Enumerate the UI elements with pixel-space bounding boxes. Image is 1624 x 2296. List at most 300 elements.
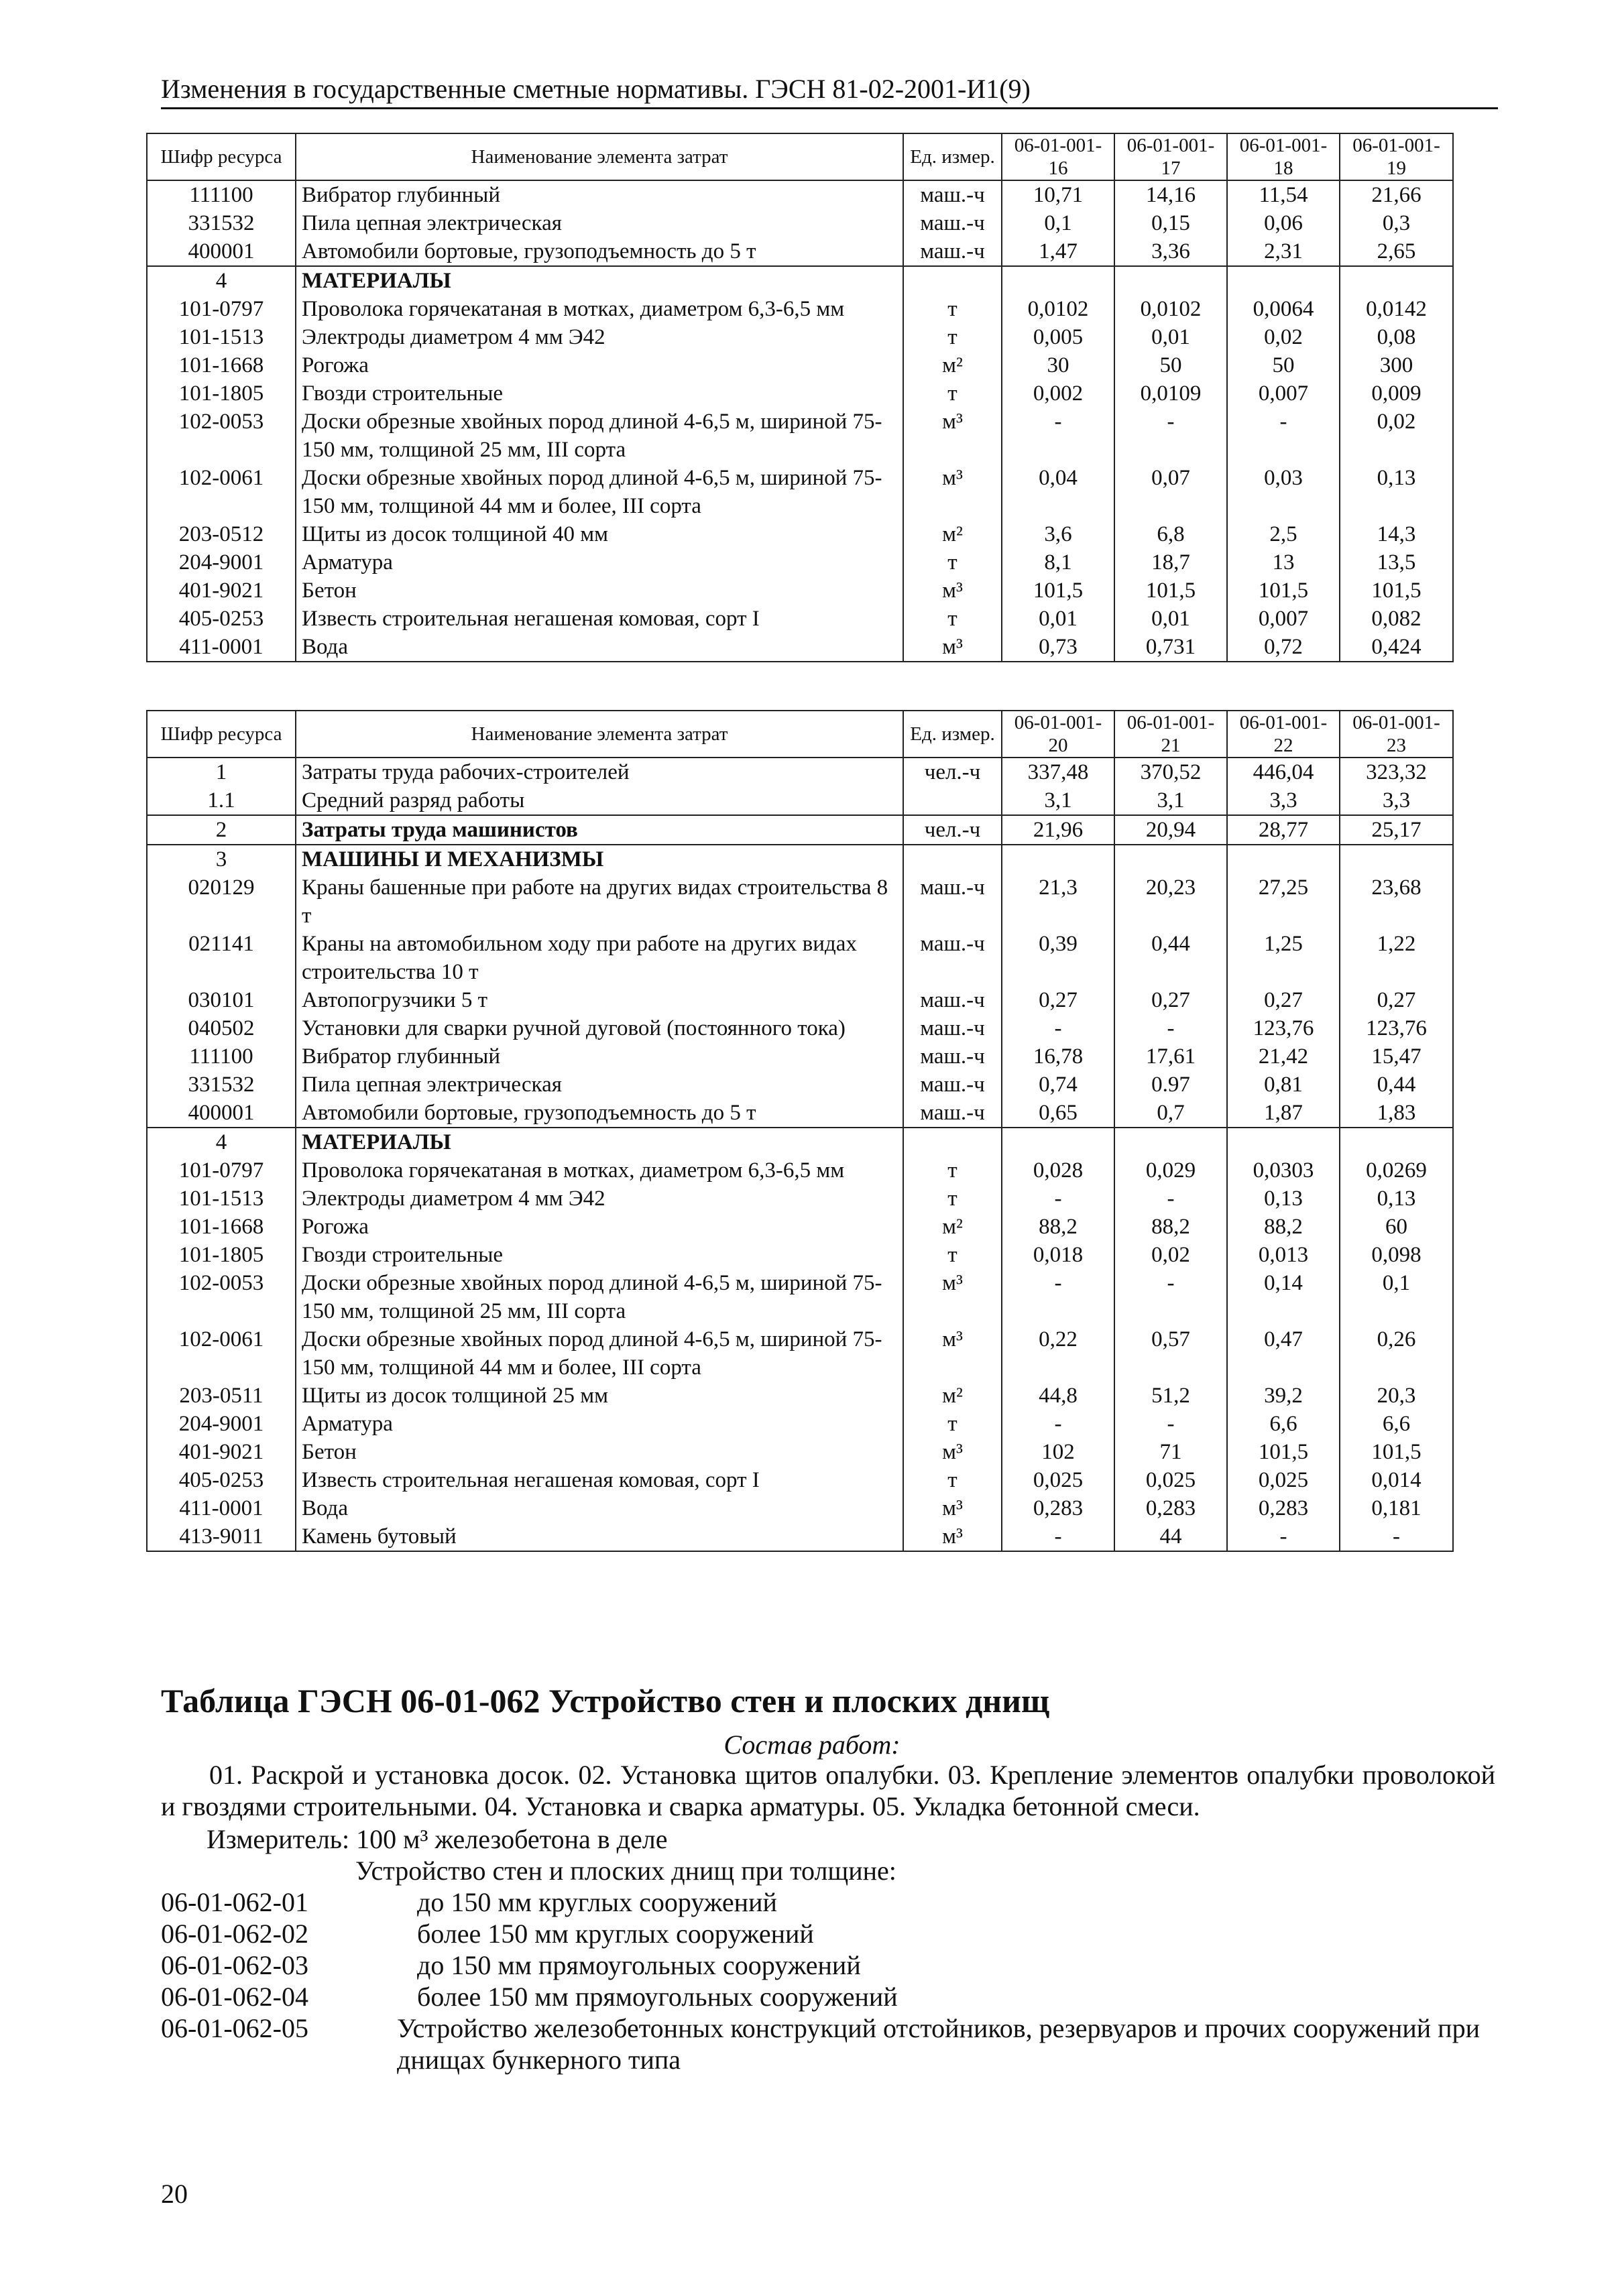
cost-element-name: Пила цепная электрическая	[296, 1071, 903, 1099]
table-row	[147, 577, 1453, 605]
value-cell: 0,025	[1227, 1466, 1340, 1494]
cost-element-name: Известь строительная негашеная комовая, сорт I	[296, 1466, 903, 1494]
table-row	[147, 1269, 1453, 1325]
unit-cell: т	[903, 323, 1002, 351]
resource-code: 101-1513	[147, 323, 296, 351]
resource-code: 021141	[147, 930, 296, 986]
value-cell	[1114, 1128, 1227, 1156]
value-cell	[1114, 845, 1227, 873]
work-composition-heading: Состав работ:	[723, 1730, 901, 1760]
list-item	[161, 2012, 1502, 2075]
value-cell: 0,014	[1340, 1466, 1453, 1494]
unit-cell	[903, 1128, 1002, 1156]
value-cell	[1002, 845, 1114, 873]
measure-unit: Измеритель: 100 м³ железобетона в деле	[207, 1824, 668, 1854]
cost-element-name: Доски обрезные хвойных пород длиной 4-6,5 м, шириной 75-150 мм, толщиной 44 мм и более, III сорта	[296, 1325, 903, 1382]
unit-cell: т	[903, 548, 1002, 577]
value-cell: 0,27	[1227, 986, 1340, 1014]
resource-code: 413-9011	[147, 1522, 296, 1551]
table-row	[147, 1213, 1453, 1241]
resource-code: 405-0253	[147, 605, 296, 633]
table-row	[147, 351, 1453, 379]
value-cell: 0,22	[1002, 1325, 1114, 1382]
cost-element-name: Доски обрезные хвойных пород длиной 4-6,5 м, шириной 75-150 мм, толщиной 44 мм и более, III сорта	[296, 464, 903, 520]
work-composition-text: 01. Раскрой и установка досок. 02. Установка щитов опалубки. 03. Крепление элементов опалубки проволокой и гвоздями строительными. 04. Установка и сварка арматуры. 05. Укладка бетонной смеси.	[161, 1760, 1495, 1821]
cost-element-name: Гвозди строительные	[296, 379, 903, 408]
table-row	[147, 1156, 1453, 1185]
value-cell: 18,7	[1114, 548, 1227, 577]
value-cell: 10,71	[1002, 180, 1114, 209]
value-cell: 0,029	[1114, 1156, 1227, 1185]
value-cell: 323,32	[1340, 758, 1453, 786]
table-row	[147, 1042, 1453, 1071]
value-cell: 0,007	[1227, 379, 1340, 408]
section-title: Таблица ГЭСН 06-01-062 Устройство стен и плоских днищ	[161, 1682, 1050, 1719]
resource-code: 411-0001	[147, 633, 296, 662]
cost-element-name: Доски обрезные хвойных пород длиной 4-6,5 м, шириной 75-150 мм, толщиной 25 мм, III сорта	[296, 1269, 903, 1325]
unit-cell: м³	[903, 464, 1002, 520]
cost-element-name: МАТЕРИАЛЫ	[296, 1128, 903, 1156]
unit-cell: маш.-ч	[903, 1071, 1002, 1099]
unit-cell: м³	[903, 1438, 1002, 1466]
value-cell: 0,02	[1114, 1241, 1227, 1269]
value-cell: 88,2	[1114, 1213, 1227, 1241]
unit-cell: маш.-ч	[903, 930, 1002, 986]
resource-code: 203-0511	[147, 1382, 296, 1410]
cost-element-name: Затраты труда машинистов	[296, 815, 903, 845]
value-cell: 20,23	[1114, 873, 1227, 930]
value-cell: 0,08	[1340, 323, 1453, 351]
resource-code: 2	[147, 815, 296, 845]
resource-code: 101-1805	[147, 379, 296, 408]
unit-cell: м³	[903, 408, 1002, 464]
value-cell	[1227, 845, 1340, 873]
value-cell: -	[1114, 1269, 1227, 1325]
value-cell: 0,14	[1227, 1269, 1340, 1325]
cost-element-name: МАТЕРИАЛЫ	[296, 266, 903, 295]
unit-cell: т	[903, 1185, 1002, 1213]
resource-code: 111100	[147, 180, 296, 209]
value-cell: 0,06	[1227, 209, 1340, 237]
value-cell: 88,2	[1227, 1213, 1340, 1241]
cost-element-name: Проволока горячекатаная в мотках, диаметром 6,3-6,5 мм	[296, 1156, 903, 1185]
table-row	[147, 1466, 1453, 1494]
value-cell: -	[1002, 1269, 1114, 1325]
value-cell: 370,52	[1114, 758, 1227, 786]
value-cell: 0,002	[1002, 379, 1114, 408]
resource-code: 204-9001	[147, 548, 296, 577]
resource-code: 400001	[147, 237, 296, 266]
value-cell: 0,028	[1002, 1156, 1114, 1185]
col-header-norm: 06-01-001-22	[1227, 711, 1340, 758]
table-row	[147, 930, 1453, 986]
value-cell: 11,54	[1227, 180, 1340, 209]
value-cell: 0,283	[1227, 1494, 1340, 1522]
value-cell: 0,03	[1227, 464, 1340, 520]
section-row	[147, 266, 1453, 295]
col-header-code: Шифр ресурса	[147, 133, 296, 180]
cost-element-name: Вода	[296, 1494, 903, 1522]
value-cell	[1002, 1128, 1114, 1156]
value-cell: 0.97	[1114, 1071, 1227, 1099]
table-row	[147, 548, 1453, 577]
value-cell: 0,26	[1340, 1325, 1453, 1382]
value-cell: 0,13	[1340, 464, 1453, 520]
value-cell: 337,48	[1002, 758, 1114, 786]
value-cell: 28,77	[1227, 815, 1340, 845]
value-cell: 25,17	[1340, 815, 1453, 845]
table-body	[147, 758, 1453, 1551]
value-cell: 6,8	[1114, 520, 1227, 548]
value-cell: 0,0142	[1340, 295, 1453, 323]
value-cell: 0,04	[1002, 464, 1114, 520]
value-cell: 13	[1227, 548, 1340, 577]
value-cell: 0,74	[1002, 1071, 1114, 1099]
value-cell: -	[1227, 408, 1340, 464]
table-row	[147, 1410, 1453, 1438]
resource-code: 400001	[147, 1099, 296, 1128]
value-cell: 0,01	[1114, 323, 1227, 351]
value-cell: 2,5	[1227, 520, 1340, 548]
unit-cell: чел.-ч	[903, 815, 1002, 845]
value-cell: 3,6	[1002, 520, 1114, 548]
value-cell: -	[1114, 408, 1227, 464]
value-cell: 101,5	[1002, 577, 1114, 605]
unit-cell: маш.-ч	[903, 209, 1002, 237]
value-cell: 1,25	[1227, 930, 1340, 986]
value-cell: 0,0109	[1114, 379, 1227, 408]
unit-cell: м³	[903, 1522, 1002, 1551]
cost-element-name: Автопогрузчики 5 т	[296, 986, 903, 1014]
cost-element-name: Электроды диаметром 4 мм Э42	[296, 1185, 903, 1213]
unit-cell	[903, 266, 1002, 295]
table-row	[147, 237, 1453, 266]
value-cell: 13,5	[1340, 548, 1453, 577]
value-cell: 0,13	[1227, 1185, 1340, 1213]
resource-code: 040502	[147, 1014, 296, 1042]
value-cell: 14,16	[1114, 180, 1227, 209]
resource-code: 111100	[147, 1042, 296, 1071]
resource-code: 4	[147, 266, 296, 295]
col-header-norm: 06-01-001-20	[1002, 711, 1114, 758]
value-cell: -	[1114, 1185, 1227, 1213]
value-cell: 50	[1114, 351, 1227, 379]
unit-cell	[903, 786, 1002, 815]
value-cell: 0,65	[1002, 1099, 1114, 1128]
unit-cell: маш.-ч	[903, 237, 1002, 266]
value-cell: 17,61	[1114, 1042, 1227, 1071]
table-row	[147, 986, 1453, 1014]
value-cell: 0,02	[1340, 408, 1453, 464]
cost-element-name: Проволока горячекатаная в мотках, диаметром 6,3-6,5 мм	[296, 295, 903, 323]
cost-element-name: Вода	[296, 633, 903, 662]
value-cell: 0,57	[1114, 1325, 1227, 1382]
table-row	[147, 180, 1453, 209]
item-desc: до 150 мм прямоугольных сооружений	[417, 1950, 861, 1980]
unit-cell	[903, 845, 1002, 873]
unit-cell: маш.-ч	[903, 180, 1002, 209]
value-cell	[1340, 1128, 1453, 1156]
table-row	[147, 605, 1453, 633]
table-body	[147, 180, 1453, 662]
resource-code: 1.1	[147, 786, 296, 815]
table-row	[147, 1494, 1453, 1522]
value-cell	[1114, 266, 1227, 295]
value-cell: 0,3	[1340, 209, 1453, 237]
table-row	[147, 1325, 1453, 1382]
item-code: 06-01-062-01	[161, 1887, 308, 1917]
resource-code: 102-0061	[147, 1325, 296, 1382]
value-cell: 20,94	[1114, 815, 1227, 845]
list-item	[161, 1949, 1502, 1981]
value-cell: 0,283	[1114, 1494, 1227, 1522]
norms-table-2	[146, 710, 1454, 1552]
value-cell: 101,5	[1340, 1438, 1453, 1466]
table-row	[147, 1382, 1453, 1410]
table-row	[147, 1071, 1453, 1099]
cost-element-name: Доски обрезные хвойных пород длиной 4-6,5 м, шириной 75-150 мм, толщиной 25 мм, III сорта	[296, 408, 903, 464]
resource-code: 102-0053	[147, 1269, 296, 1325]
value-cell: 0,1	[1340, 1269, 1453, 1325]
value-cell: 0,025	[1114, 1466, 1227, 1494]
value-cell: 0,005	[1002, 323, 1114, 351]
value-cell: -	[1002, 1185, 1114, 1213]
value-cell: 2,31	[1227, 237, 1340, 266]
value-cell: -	[1002, 1410, 1114, 1438]
value-cell: 0,082	[1340, 605, 1453, 633]
value-cell: 0,27	[1002, 986, 1114, 1014]
section-row	[147, 1128, 1453, 1156]
resource-code: 101-1805	[147, 1241, 296, 1269]
table-row	[147, 786, 1453, 815]
value-cell: 0,07	[1114, 464, 1227, 520]
value-cell: 0,007	[1227, 605, 1340, 633]
value-cell	[1340, 845, 1453, 873]
resource-code: 1	[147, 758, 296, 786]
value-cell: 6,6	[1227, 1410, 1340, 1438]
unit-cell: маш.-ч	[903, 873, 1002, 930]
col-header-unit: Ед. измер.	[903, 133, 1002, 180]
section-row	[147, 815, 1453, 845]
cost-element-name: Краны на автомобильном ходу при работе на других видах строительства 10 т	[296, 930, 903, 986]
running-header: Изменения в государственные сметные нормативы. ГЭСН 81-02-2001-И1(9)	[161, 72, 1498, 109]
value-cell: 0,44	[1340, 1071, 1453, 1099]
value-cell: 101,5	[1227, 1438, 1340, 1466]
value-cell: 102	[1002, 1438, 1114, 1466]
value-cell: 71	[1114, 1438, 1227, 1466]
value-cell: 3,3	[1340, 786, 1453, 815]
col-header-norm: 06-01-001-19	[1340, 133, 1453, 180]
col-header-norm: 06-01-001-23	[1340, 711, 1453, 758]
cost-element-name: Арматура	[296, 548, 903, 577]
value-cell: 44	[1114, 1522, 1227, 1551]
cost-element-name: Вибратор глубинный	[296, 1042, 903, 1071]
value-cell: 0,13	[1340, 1185, 1453, 1213]
cost-element-name: Бетон	[296, 1438, 903, 1466]
value-cell: 101,5	[1227, 577, 1340, 605]
cost-element-name: Средний разряд работы	[296, 786, 903, 815]
value-cell: -	[1114, 1410, 1227, 1438]
resource-code: 401-9021	[147, 1438, 296, 1466]
col-header-unit: Ед. измер.	[903, 711, 1002, 758]
cost-element-name: Автомобили бортовые, грузоподъемность до 5 т	[296, 1099, 903, 1128]
item-code: 06-01-062-03	[161, 1950, 308, 1980]
value-cell: 0,15	[1114, 209, 1227, 237]
unit-cell: т	[903, 379, 1002, 408]
value-cell: 0,01	[1002, 605, 1114, 633]
value-cell: 44,8	[1002, 1382, 1114, 1410]
items-intro: Устройство стен и плоских днищ при толщине:	[355, 1856, 896, 1886]
value-cell: 3,1	[1114, 786, 1227, 815]
value-cell: 30	[1002, 351, 1114, 379]
resource-code: 401-9021	[147, 577, 296, 605]
col-header-name: Наименование элемента затрат	[296, 133, 903, 180]
table-row	[147, 520, 1453, 548]
resource-code: 101-1668	[147, 1213, 296, 1241]
table-header-row	[147, 133, 1453, 180]
value-cell: 101,5	[1114, 577, 1227, 605]
table-row	[147, 1099, 1453, 1128]
value-cell: 27,25	[1227, 873, 1340, 930]
value-cell: 0,27	[1340, 986, 1453, 1014]
value-cell: 21,42	[1227, 1042, 1340, 1071]
item-code: 06-01-062-02	[161, 1919, 308, 1949]
unit-cell: м²	[903, 520, 1002, 548]
unit-cell: м³	[903, 577, 1002, 605]
unit-cell: м²	[903, 1213, 1002, 1241]
value-cell: -	[1002, 408, 1114, 464]
item-desc: Устройство железобетонных конструкций отстойников, резервуаров и прочих сооружений при днищах бункерного типа	[397, 2013, 1480, 2075]
value-cell: 0,013	[1227, 1241, 1340, 1269]
table-row	[147, 758, 1453, 786]
value-cell: 60	[1340, 1213, 1453, 1241]
table-row	[147, 873, 1453, 930]
unit-cell: м³	[903, 633, 1002, 662]
table-row	[147, 295, 1453, 323]
value-cell: 51,2	[1114, 1382, 1227, 1410]
col-header-code: Шифр ресурса	[147, 711, 296, 758]
resource-code: 411-0001	[147, 1494, 296, 1522]
page-number: 20	[161, 2179, 188, 2209]
value-cell: 20,3	[1340, 1382, 1453, 1410]
table-row	[147, 1185, 1453, 1213]
value-cell: 101,5	[1340, 577, 1453, 605]
table-row	[147, 379, 1453, 408]
table-row	[147, 1241, 1453, 1269]
value-cell: 0,02	[1227, 323, 1340, 351]
unit-cell: маш.-ч	[903, 1099, 1002, 1128]
resource-code: 331532	[147, 1071, 296, 1099]
unit-cell: м²	[903, 1382, 1002, 1410]
resource-code: 101-0797	[147, 295, 296, 323]
unit-cell: м²	[903, 351, 1002, 379]
value-cell: 0,81	[1227, 1071, 1340, 1099]
value-cell: 14,3	[1340, 520, 1453, 548]
value-cell: 3,36	[1114, 237, 1227, 266]
cost-element-name: Известь строительная негашеная комовая, сорт I	[296, 605, 903, 633]
value-cell: 0,018	[1002, 1241, 1114, 1269]
cost-element-name: Щиты из досок толщиной 25 мм	[296, 1382, 903, 1410]
col-header-norm: 06-01-001-18	[1227, 133, 1340, 180]
item-desc: более 150 мм прямоугольных сооружений	[417, 1982, 898, 2012]
section-row	[147, 845, 1453, 873]
unit-cell: чел.-ч	[903, 758, 1002, 786]
value-cell: 0,0303	[1227, 1156, 1340, 1185]
resource-code: 3	[147, 845, 296, 873]
col-header-name: Наименование элемента затрат	[296, 711, 903, 758]
resource-code: 204-9001	[147, 1410, 296, 1438]
value-cell: 0,098	[1340, 1241, 1453, 1269]
value-cell: 0,025	[1002, 1466, 1114, 1494]
value-cell: 2,65	[1340, 237, 1453, 266]
value-cell: 0,283	[1002, 1494, 1114, 1522]
value-cell: 446,04	[1227, 758, 1340, 786]
unit-cell: т	[903, 605, 1002, 633]
value-cell: 39,2	[1227, 1382, 1340, 1410]
unit-cell: м³	[903, 1325, 1002, 1382]
resource-code: 203-0512	[147, 520, 296, 548]
value-cell: 0,73	[1002, 633, 1114, 662]
value-cell: -	[1002, 1014, 1114, 1042]
value-cell: 300	[1340, 351, 1453, 379]
value-cell: 123,76	[1227, 1014, 1340, 1042]
cost-element-name: Арматура	[296, 1410, 903, 1438]
value-cell: 23,68	[1340, 873, 1453, 930]
resource-code: 102-0061	[147, 464, 296, 520]
value-cell: -	[1227, 1522, 1340, 1551]
unit-cell: т	[903, 1241, 1002, 1269]
resource-code: 020129	[147, 873, 296, 930]
list-item	[161, 1918, 1502, 1949]
table-row	[147, 1014, 1453, 1042]
col-header-norm: 06-01-001-16	[1002, 133, 1114, 180]
value-cell: 0,181	[1340, 1494, 1453, 1522]
value-cell: 0,424	[1340, 633, 1453, 662]
unit-cell: т	[903, 1466, 1002, 1494]
value-cell: 3,3	[1227, 786, 1340, 815]
unit-cell: т	[903, 295, 1002, 323]
unit-cell: т	[903, 1410, 1002, 1438]
resource-code: 101-1668	[147, 351, 296, 379]
cost-element-name: Затраты труда рабочих-строителей	[296, 758, 903, 786]
value-cell: -	[1114, 1014, 1227, 1042]
unit-cell: маш.-ч	[903, 1042, 1002, 1071]
value-cell: 0,0102	[1114, 295, 1227, 323]
value-cell: 0,27	[1114, 986, 1227, 1014]
table-row	[147, 209, 1453, 237]
cost-element-name: МАШИНЫ И МЕХАНИЗМЫ	[296, 845, 903, 873]
value-cell: 1,87	[1227, 1099, 1340, 1128]
cost-element-name: Установки для сварки ручной дуговой (постоянного тока)	[296, 1014, 903, 1042]
cost-element-name: Вибратор глубинный	[296, 180, 903, 209]
value-cell: 0,0269	[1340, 1156, 1453, 1185]
value-cell	[1002, 266, 1114, 295]
value-cell: 0,1	[1002, 209, 1114, 237]
value-cell	[1227, 266, 1340, 295]
item-code: 06-01-062-05	[161, 2013, 308, 2043]
resource-code: 4	[147, 1128, 296, 1156]
value-cell: 6,6	[1340, 1410, 1453, 1438]
cost-element-name: Электроды диаметром 4 мм Э42	[296, 323, 903, 351]
resource-code: 102-0053	[147, 408, 296, 464]
item-code: 06-01-062-04	[161, 1982, 308, 2012]
value-cell: 0,72	[1227, 633, 1340, 662]
cost-element-name: Щиты из досок толщиной 40 мм	[296, 520, 903, 548]
unit-cell: м³	[903, 1494, 1002, 1522]
value-cell: 0,44	[1114, 930, 1227, 986]
unit-cell: маш.-ч	[903, 1014, 1002, 1042]
cost-element-name: Рогожа	[296, 351, 903, 379]
